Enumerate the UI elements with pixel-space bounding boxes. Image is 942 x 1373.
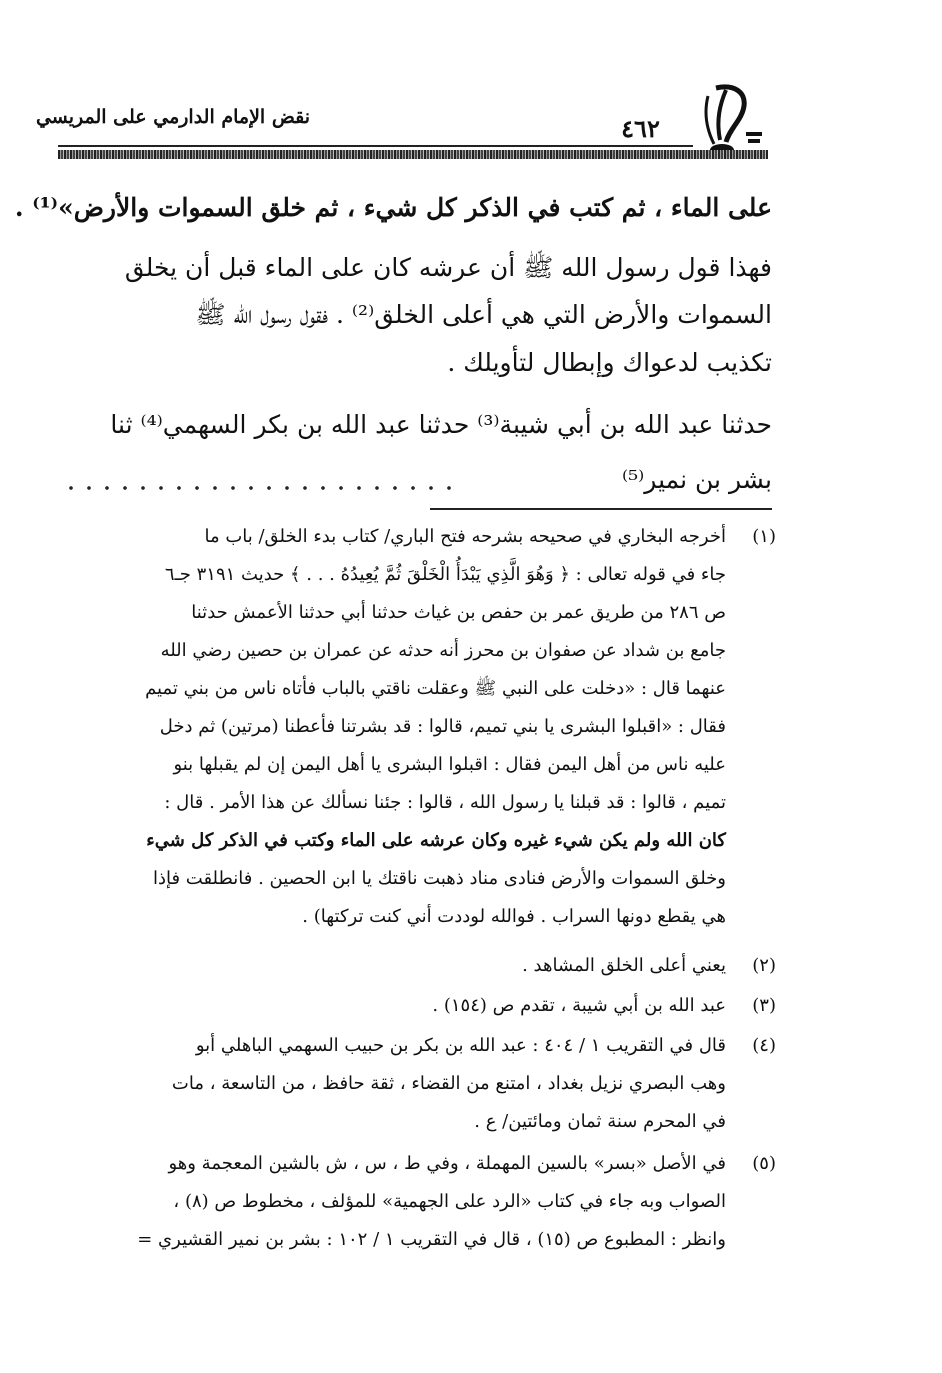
ellipsis-dots bbox=[62, 483, 452, 493]
footnote-3-text: عبد الله بن أبي شيبة ، تقدم ص (١٥٤) . bbox=[432, 995, 726, 1016]
footnote-4-line: وهب البصري نزيل بغداد ، امتنع من القضاء ، ثقة حافظ ، من التاسعة ، مات bbox=[171, 1073, 726, 1094]
footnote-4-line: في المحرم سنة ثمان ومائتين/ ع . bbox=[474, 1111, 726, 1132]
footnote-5-line: وانظر : المطبوع ص (١٥) ، قال في التقريب ١ / ١٠٢ : بشر بن نمير القشيري = bbox=[137, 1229, 726, 1250]
footnote-1-line: تميم ، قالوا : قد قبلنا يا رسول الله ، قالوا : جئنا نسألك عن هذا الأمر . قال : bbox=[164, 792, 726, 813]
main-line-2: فهذا قول رسول الله ﷺ أن عرشه كان على الماء قبل أن يخلق bbox=[124, 253, 772, 282]
footnote-1-line: جاء في قوله تعالى : ﴿ وَهُوَ الَّذِي يَبْدَأُ الْخَلْقَ ثُمَّ يُعِيدُهُ . . . ﴾ حديث ٣١٩١ جـ٦ bbox=[164, 564, 726, 585]
footnote-number-4: (٤) bbox=[752, 1035, 776, 1056]
main-line-1: على الماء ، ثم كتب في الذكر كل شيء ، ثم خلق السموات والأرض»⁽¹⁾ . bbox=[14, 193, 772, 222]
footnote-1-line: عليه ناس من أهل اليمن فقال : اقبلوا البشرى يا أهل اليمن إن لم يقبلها بنو bbox=[173, 754, 726, 775]
footnote-1-line: عنهما قال : «دخلت على النبي ﷺ وعقلت ناقتي بالباب فأتاه ناس من بني تميم bbox=[145, 678, 726, 699]
header-rule-thin bbox=[58, 145, 693, 147]
header-rule bbox=[58, 150, 768, 159]
footnote-1-line: وخلق السموات والأرض فنادى مناد ذهبت ناقتك يا ابن الحصين . فانطلقت فإذا bbox=[152, 868, 726, 889]
main-line-5: حدثنا عبد الله بن أبي شيبة⁽³⁾ حدثنا عبد الله بن بكر السهمي⁽⁴⁾ ثنا bbox=[110, 410, 772, 439]
footnote-1-line: جامع بن شداد عن صفوان بن محرز أنه حدثه عن عمران بن حصين رضي الله bbox=[160, 640, 726, 661]
footnote-4-line: قال في التقريب ١ / ٤٠٤ : عبد الله بن بكر بن حبيب السهمي الباهلي أبو bbox=[195, 1035, 726, 1056]
footnote-1-line: ص ٢٨٦ من طريق عمر بن حفص بن غياث حدثنا أبي حدثنا الأعمش حدثنا bbox=[191, 602, 726, 623]
footnote-1-line: فقال : «اقبلوا البشرى يا بني تميم، قالوا : قد بشرتنا فأعطنا (مرتين) ثم دخل bbox=[159, 716, 726, 737]
footnote-number-5: (٥) bbox=[752, 1153, 776, 1174]
running-head-title: نقض الإمام الدارمي على المريسي bbox=[35, 106, 310, 128]
footnote-number-1: (١) bbox=[752, 526, 776, 547]
page-number: ٤٦٢ bbox=[621, 114, 660, 143]
footnote-number-2: (٢) bbox=[752, 955, 776, 976]
main-line-3: السموات والأرض التي هي أعلى الخلق⁽²⁾ . فقول رسول الله ﷺ bbox=[195, 300, 772, 329]
footnote-1-line: أخرجه البخاري في صحيحه بشرحه فتح الباري/ كتاب بدء الخلق/ باب ما bbox=[204, 526, 726, 547]
footnote-number-3: (٣) bbox=[752, 995, 776, 1016]
footnote-separator bbox=[430, 508, 772, 510]
footnote-2-text: يعني أعلى الخلق المشاهد . bbox=[522, 955, 726, 976]
footnote-5-line: في الأصل «بسر» بالسين المهملة ، وفي ط ، س ، ش بالشين المعجمة وهو bbox=[168, 1153, 726, 1174]
footnote-1-line: كان الله ولم يكن شيء غيره وكان عرشه على الماء وكتب في الذكر كل شيء bbox=[146, 830, 726, 851]
footnote-1-line: هي يقطع دونها السراب . فوالله لوددت أني كنت تركتها) . bbox=[302, 906, 726, 927]
main-line-4: تكذيب لدعواك وإبطال لتأويلك . bbox=[447, 348, 772, 377]
main-line-6: بشر بن نمير⁽⁵⁾ bbox=[622, 465, 772, 494]
footnote-5-line: الصواب وبه جاء في كتاب «الرد على الجهمية» للمؤلف ، مخطوط ص (٨) ، bbox=[173, 1191, 726, 1212]
